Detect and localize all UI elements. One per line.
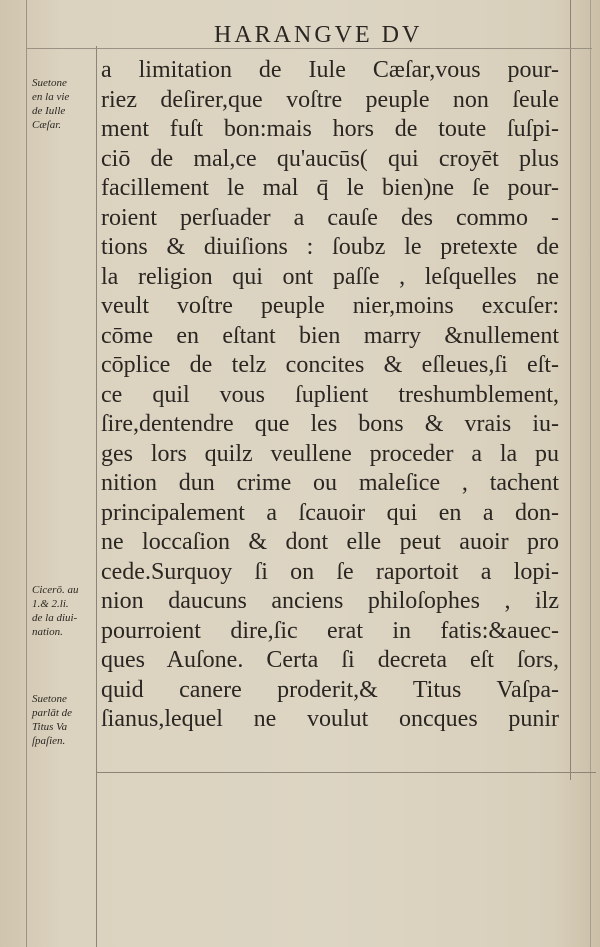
text-line: nion daucuns anciens philoſophes , ilz: [101, 588, 559, 614]
text-line: quid canere proderit,& Titus Vaſpa-: [101, 676, 559, 703]
text-line: nition dun crime ou maleſice , tachent: [101, 470, 559, 496]
marginal-line: Titus Va: [32, 721, 68, 733]
marginal-note-cicero: [32, 583, 96, 639]
marginal-line: ſpaſien.: [32, 735, 66, 747]
text-line: cōplice de telz concites & eſleues,ſi eſt-: [101, 352, 559, 378]
text-line: ment fuſt bon:mais hors de toute ſuſpi-: [101, 116, 559, 142]
marginal-note-suetone-caesar: [32, 76, 96, 132]
body-text: [101, 56, 571, 735]
text-line: a limitation de Iule Cæſar,vous pour-: [101, 57, 559, 83]
left-rule-line: [26, 0, 27, 947]
marginal-line: 1.& 2.li.: [32, 598, 69, 610]
running-head: HARANGVE DV: [214, 22, 423, 48]
marginal-line: nation.: [32, 626, 63, 638]
text-line: tions & diuiſions : ſoubz le pretexte de: [101, 234, 559, 260]
text-line: pourroient dire,ſic erat in fatis:&auec-: [101, 617, 559, 644]
text-line: ſianus,lequel ne voulut oncques punir: [101, 706, 559, 732]
marginal-line: Suetone: [32, 77, 67, 89]
inner-margin-rule: [96, 46, 97, 947]
marginal-line: en la vie: [32, 91, 70, 103]
marginal-line: Suetone: [32, 693, 67, 705]
text-line: ne loccaſion & dont elle peut auoir pro: [101, 529, 559, 555]
text-line: ſire,dentendre que les bons & vrais iu-: [101, 411, 559, 437]
footer-rule: [96, 772, 596, 773]
text-line: la religion qui ont paſſe , leſquelles ne: [101, 263, 559, 290]
marginal-note-suetone-titus: [32, 692, 96, 748]
text-line: facillement le mal q̄ le bien)ne ſe pour-: [101, 175, 559, 201]
text-line: roient perſuader a cauſe des commo -: [101, 204, 559, 231]
text-line: veult voſtre peuple nier,moins excuſer:: [101, 293, 559, 319]
text-line: ciō de mal,ce qu'aucūs( qui croyēt plus: [101, 145, 559, 172]
text-line: ce quil vous ſuplient treshumblement,: [101, 381, 559, 408]
marginal-line: de la diui-: [32, 612, 78, 624]
text-line: ques Auſone. Certa ſi decreta eſt ſors,: [101, 647, 559, 673]
marginal-line: parlāt de: [32, 707, 73, 719]
marginal-line: de Iulle: [32, 105, 66, 117]
text-line: cede.Surquoy ſi on ſe raportoit a lopi-: [101, 558, 559, 585]
marginal-line: Cæſar.: [32, 119, 62, 131]
outer-right-rule: [590, 0, 591, 947]
text-line: principalement a ſcauoir qui en a don-: [101, 499, 559, 526]
marginal-line: Cicerō. au: [32, 584, 79, 596]
text-line: riez deſirer,que voſtre peuple non ſeule: [101, 86, 559, 113]
text-line: cōme en eſtant bien marry &nullement: [101, 322, 559, 349]
text-line: ges lors quilz veullene proceder a la pu: [101, 440, 559, 467]
